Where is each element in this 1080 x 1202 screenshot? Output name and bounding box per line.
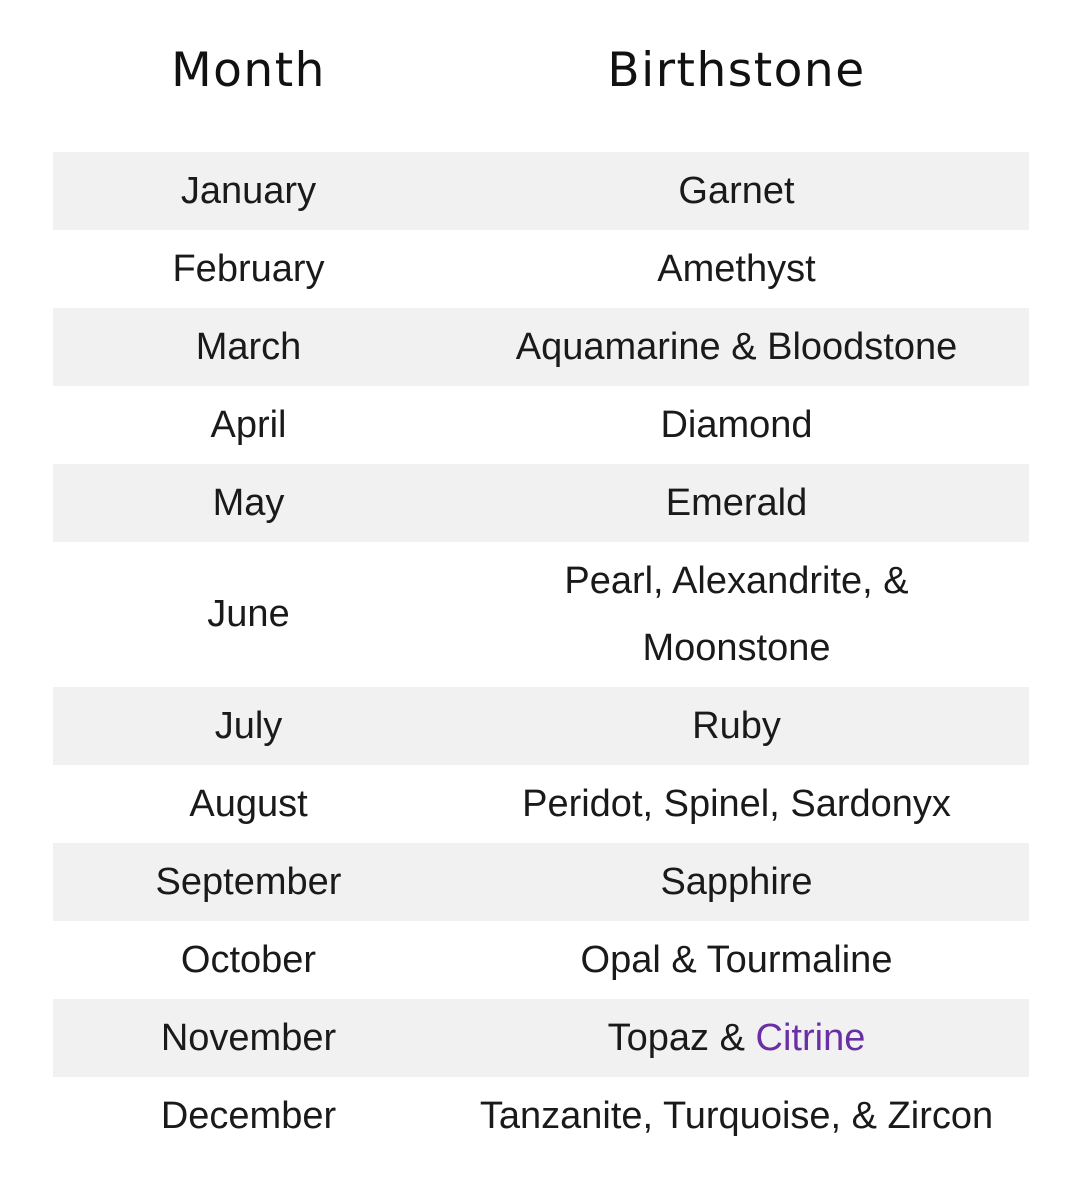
month-cell: November: [160, 1016, 337, 1059]
birthstone-cell: Amethyst: [657, 247, 816, 290]
birthstone-cell: Sapphire: [660, 860, 813, 903]
table-row: [53, 765, 1029, 843]
birthstone-cell: Tanzanite, Turquoise, & Zircon: [479, 1094, 994, 1137]
table-row: [53, 921, 1029, 999]
birthstone-cell: Pearl, Alexandrite, & Moonstone: [564, 559, 909, 669]
citrine-link[interactable]: Citrine: [755, 1016, 866, 1059]
birthstone-table: [53, 0, 1029, 1155]
month-cell: October: [180, 938, 317, 981]
table-row: [53, 843, 1029, 921]
birthstone-cell: Aquamarine & Bloodstone: [515, 325, 958, 368]
month-cell: July: [214, 704, 283, 747]
month-cell: March: [195, 325, 302, 368]
table-row: [53, 464, 1029, 542]
month-cell: April: [210, 403, 287, 446]
birthstone-cell: Garnet: [678, 169, 795, 212]
header-birthstone: Birthstone: [607, 42, 866, 98]
birthstone-cell: Diamond: [660, 403, 813, 446]
month-cell: February: [172, 247, 325, 290]
birthstone-cell: Opal & Tourmaline: [580, 938, 893, 981]
birthstone-cell: Peridot, Spinel, Sardonyx: [522, 782, 951, 825]
table-row: [53, 230, 1029, 308]
table-row: [53, 386, 1029, 464]
table-row: [53, 1077, 1029, 1155]
birthstone-cell: [444, 1005, 1029, 1072]
birthstone-text: Topaz &: [607, 1016, 756, 1059]
birthstone-cell: Ruby: [692, 704, 781, 747]
month-cell: June: [207, 593, 290, 635]
month-cell: August: [189, 782, 308, 825]
table-row: [53, 308, 1029, 386]
month-cell: September: [155, 860, 342, 903]
table-header: [53, 0, 1029, 140]
month-cell: December: [160, 1094, 337, 1137]
table-row: [53, 687, 1029, 765]
table-row: [53, 542, 1029, 687]
month-cell: January: [180, 169, 317, 212]
birthstone-cell: Emerald: [665, 481, 808, 524]
header-month: Month: [171, 42, 326, 98]
table-row: [53, 999, 1029, 1077]
table-row: [53, 152, 1029, 230]
month-cell: May: [212, 481, 285, 524]
